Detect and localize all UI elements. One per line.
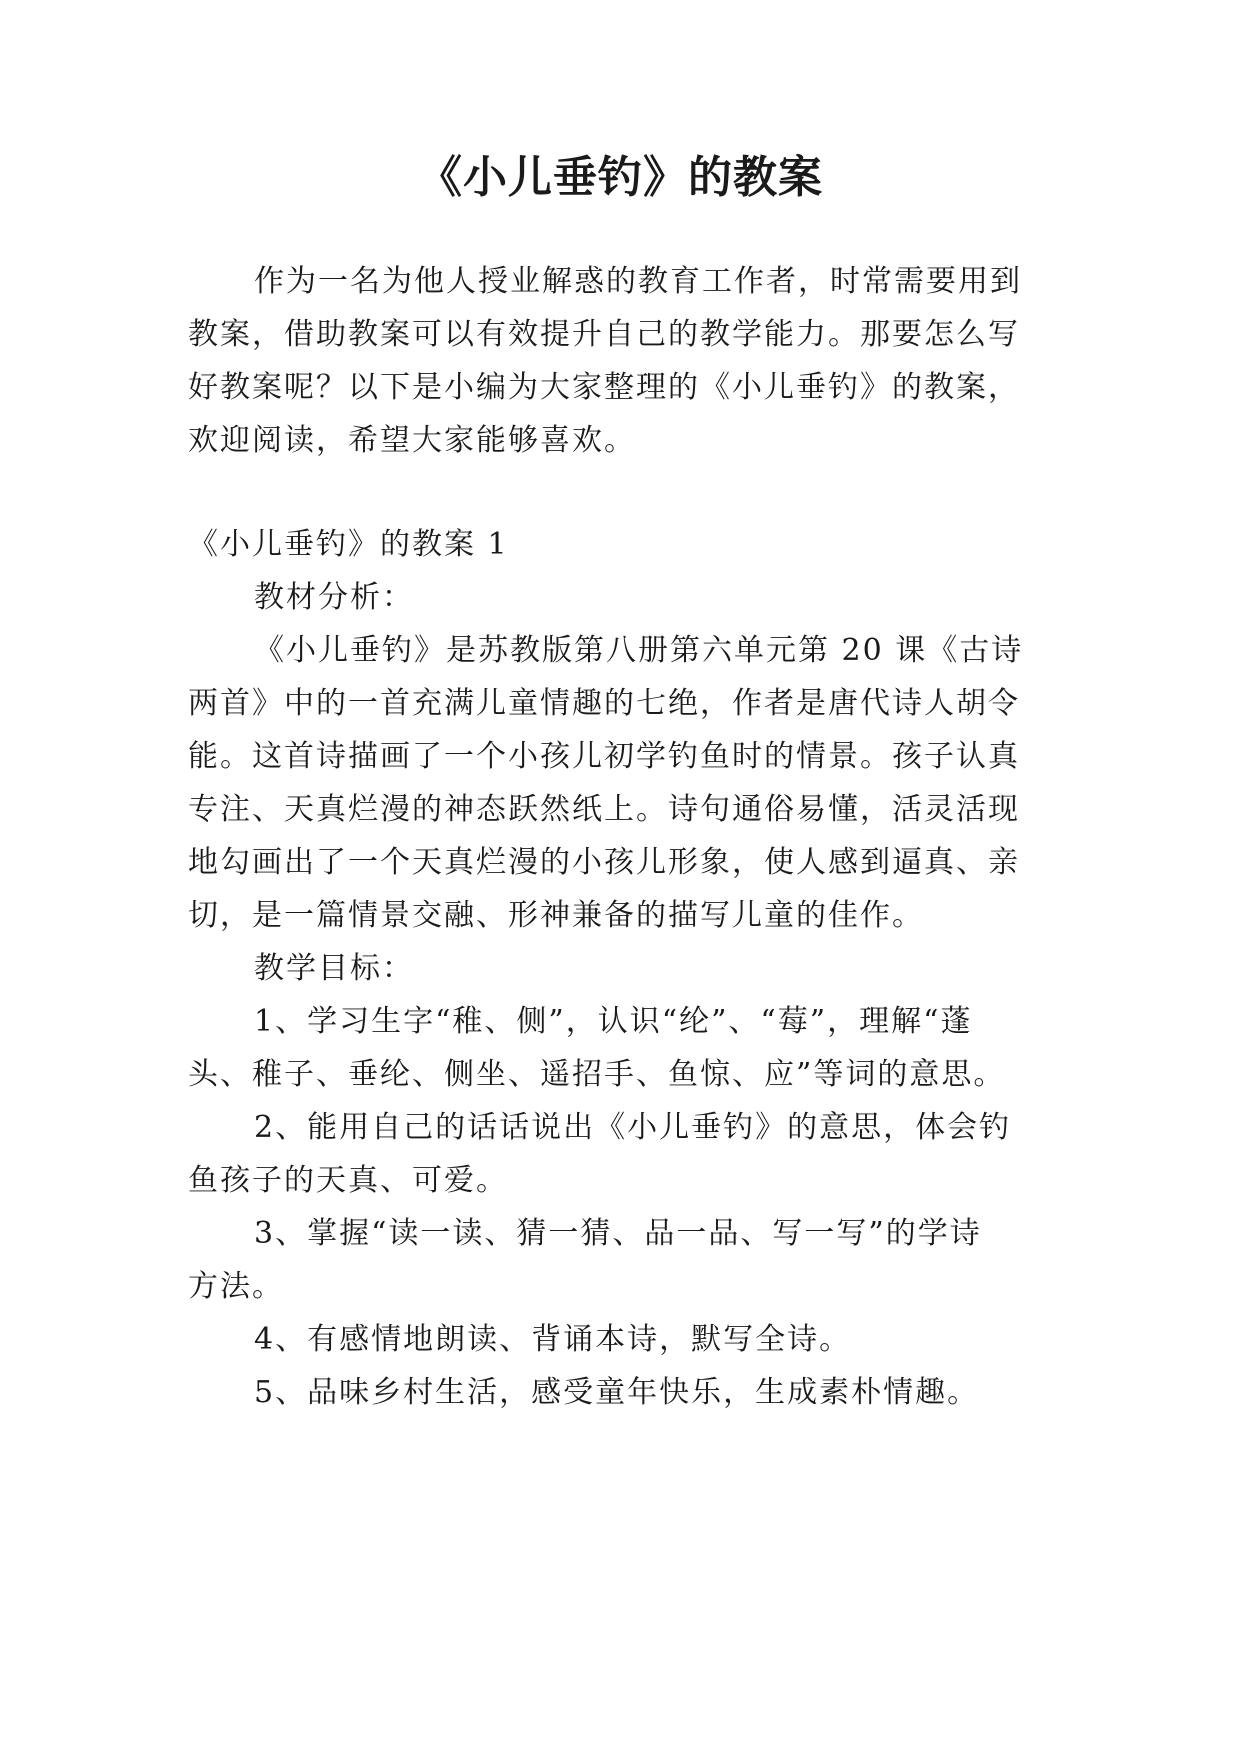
analysis-line: 两首》中的一首充满儿童情趣的七绝，作者是唐代诗人胡令 [188, 686, 1020, 721]
section-heading: 《小儿垂钓》的教案 1 [188, 527, 509, 562]
intro-line: 教案，借助教案可以有效提升自己的教学能力。那要怎么写 [188, 317, 1020, 352]
goal-line: 1、学习生字“稚、侧”，认识“纶”、“莓”，理解“蓬 [254, 1004, 973, 1039]
analysis-line: 专注、天真烂漫的神态跃然纸上。诗句通俗易懂，活灵活现 [188, 792, 1020, 827]
goal-line: 2、能用自己的话话说出《小儿垂钓》的意思，体会钓 [254, 1110, 1012, 1145]
intro-line: 欢迎阅读，希望大家能够喜欢。 [188, 423, 636, 458]
goal-line: 5、品味乡村生活，感受童年快乐，生成素朴情趣。 [254, 1375, 980, 1410]
analysis-heading: 教材分析： [254, 580, 414, 615]
document-title: 《小儿垂钓》的教案 [418, 152, 823, 203]
intro-line: 好教案呢？以下是小编为大家整理的《小儿垂钓》的教案， [188, 370, 1020, 405]
goals-heading: 教学目标： [254, 951, 414, 986]
goal-line: 头、稚子、垂纶、侧坐、遥招手、鱼惊、应”等词的意思。 [188, 1057, 1006, 1092]
goal-line: 鱼孩子的天真、可爱。 [188, 1163, 508, 1198]
goal-line: 3、掌握“读一读、猜一猜、品一品、写一写”的学诗 [254, 1216, 982, 1251]
analysis-line: 《小儿垂钓》是苏教版第八册第六单元第 20 课《古诗 [254, 633, 1024, 668]
analysis-line: 地勾画出了一个天真烂漫的小孩儿形象，使人感到逼真、亲 [188, 845, 1020, 880]
goal-line: 4、有感情地朗读、背诵本诗，默写全诗。 [254, 1322, 852, 1357]
analysis-line: 能。这首诗描画了一个小孩儿初学钓鱼时的情景。孩子认真 [188, 739, 1020, 774]
analysis-line: 切，是一篇情景交融、形神兼备的描写儿童的佳作。 [188, 898, 924, 933]
intro-line: 作为一名为他人授业解惑的教育工作者，时常需要用到 [254, 264, 1022, 299]
goal-line: 方法。 [188, 1269, 284, 1304]
